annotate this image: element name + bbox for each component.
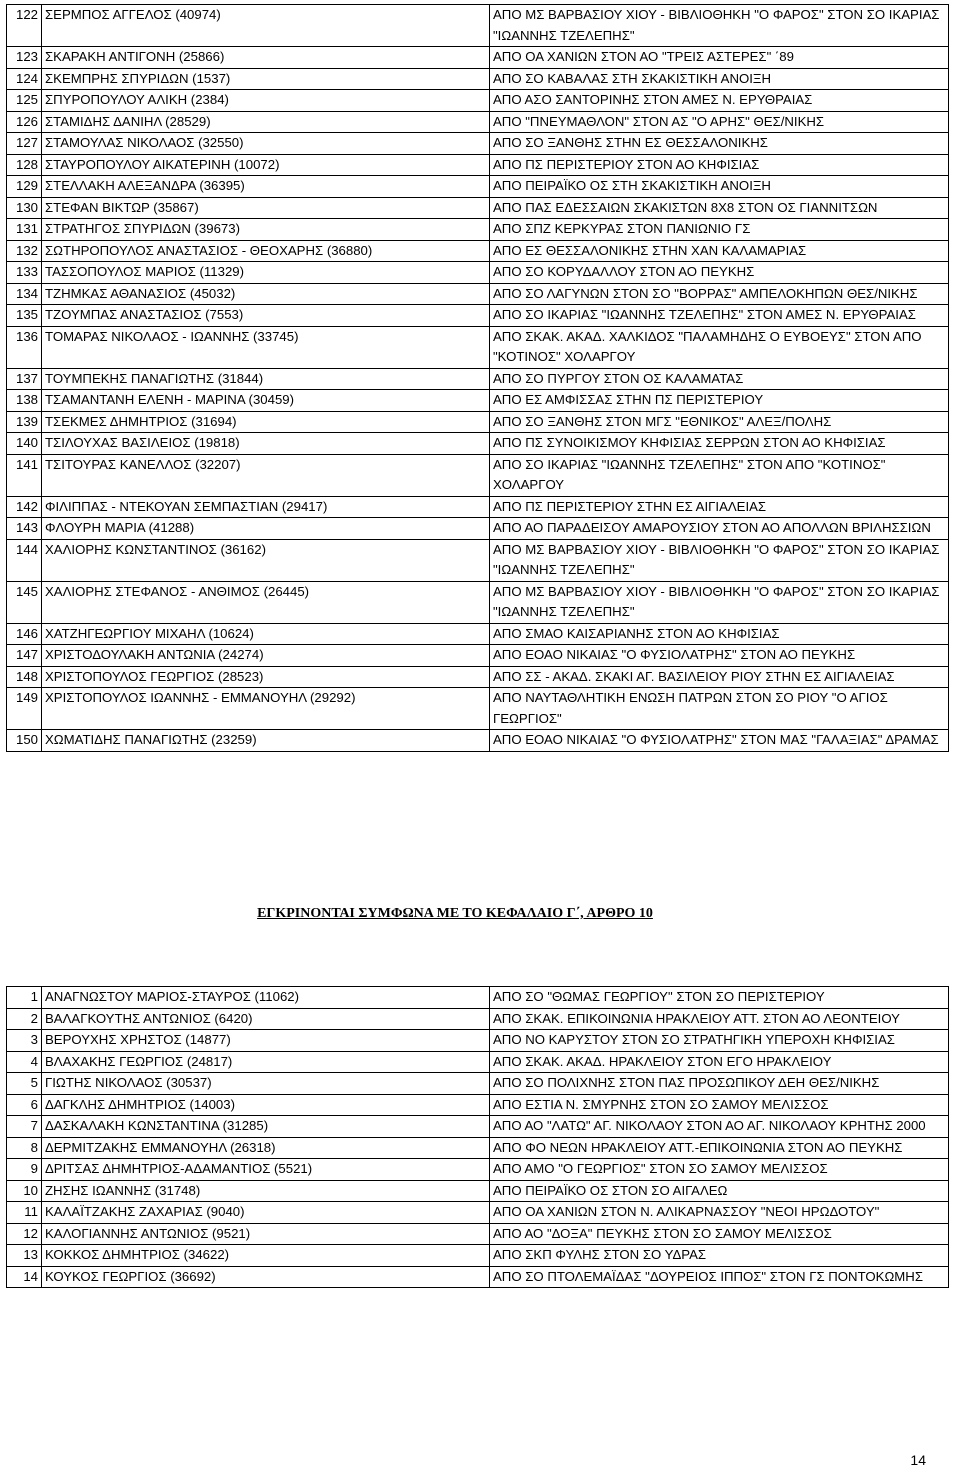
table-row [7,154,949,176]
transfer-description: ΑΠΟ ΑΣΟ ΣΑΝΤΟΡΙΝΗΣ ΣΤΟΝ ΑΜΕΣ Ν. ΕΡΥΘΡΑΙΑΣ [490,90,949,112]
table-row [7,1051,949,1073]
row-number: 6 [7,1094,42,1116]
player-name: ΣΩΤΗΡΟΠΟΥΛΟΣ ΑΝΑΣΤΑΣΙΟΣ - ΘΕΟΧΑΡΗΣ (36880) [42,240,490,262]
transfer-description: ΑΠΟ ΕΣ ΑΜΦΙΣΣΑΣ ΣΤΗΝ ΠΣ ΠΕΡΙΣΤΕΡΙΟΥ [490,390,949,412]
table-row [7,262,949,284]
row-number: 124 [7,68,42,90]
table-row [7,368,949,390]
table-row [7,305,949,327]
row-number: 126 [7,111,42,133]
row-number: 11 [7,1202,42,1224]
row-number: 141 [7,454,42,496]
player-name: ΚΑΛΑΪΤΖΑΚΗΣ ΖΑΧΑΡΙΑΣ (9040) [42,1202,490,1224]
row-number: 148 [7,666,42,688]
page-number: 14 [910,1452,926,1468]
transfer-description: ΑΠΟ ΣΟ ΚΟΡΥΔΑΛΛΟΥ ΣΤΟΝ ΑΟ ΠΕΥΚΗΣ [490,262,949,284]
row-number: 134 [7,283,42,305]
player-name: ΚΟΥΚΟΣ ΓΕΩΡΓΙΟΣ (36692) [42,1266,490,1288]
transfer-description: ΑΠΟ ΣΚΠ ΦΥΛΗΣ ΣΤΟΝ ΣΟ ΥΔΡΑΣ [490,1245,949,1267]
player-name: ΧΡΙΣΤΟΠΟΥΛΟΣ ΓΕΩΡΓΙΟΣ (28523) [42,666,490,688]
player-name: ΒΑΛΑΓΚΟΥΤΗΣ ΑΝΤΩΝΙΟΣ (6420) [42,1008,490,1030]
row-number: 140 [7,433,42,455]
table-row [7,987,949,1009]
row-number: 125 [7,90,42,112]
row-number: 8 [7,1137,42,1159]
transfer-description: ΑΠΟ ΠΣ ΠΕΡΙΣΤΕΡΙΟΥ ΣΤΟΝ ΑΟ ΚΗΦΙΣΙΑΣ [490,154,949,176]
player-name: ΤΖΗΜΚΑΣ ΑΘΑΝΑΣΙΟΣ (45032) [42,283,490,305]
row-number: 127 [7,133,42,155]
transfer-description: ΑΠΟ ΦΟ ΝΕΩΝ ΗΡΑΚΛΕΙΟΥ ΑΤΤ.-ΕΠΙΚΟΙΝΩΝΙΑ ΣΤΟΝ ΑΟ ΠΕΥΚΗΣ [490,1137,949,1159]
transfer-description: ΑΠΟ ΣΚΑΚ. ΕΠΙΚΟΙΝΩΝΙΑ ΗΡΑΚΛΕΙΟΥ ΑΤΤ. ΣΤΟΝ ΑΟ ΛΕΟΝΤΕΙΟΥ [490,1008,949,1030]
transfer-description: ΑΠΟ ΑΜΟ "Ο ΓΕΩΡΓΙΟΣ" ΣΤΟΝ ΣΟ ΣΑΜΟΥ ΜΕΛΙΣΣΟΣ [490,1159,949,1181]
row-number: 147 [7,645,42,667]
transfer-description: ΑΠΟ ΣΟ ΚΑΒΑΛΑΣ ΣΤΗ ΣΚΑΚΙΣΤΙΚΗ ΑΝΟΙΞΗ [490,68,949,90]
row-number: 143 [7,518,42,540]
transfer-description: ΑΠΟ ΣΣ - ΑΚΑΔ. ΣΚΑΚΙ ΑΓ. ΒΑΣΙΛΕΙΟΥ ΡΙΟΥ ΣΤΗΝ ΕΣ ΑΙΓΙΑΛΕΙΑΣ [490,666,949,688]
transfer-description: ΑΠΟ ΣΟ ΠΥΡΓΟΥ ΣΤΟΝ ΟΣ ΚΑΛΑΜΑΤΑΣ [490,368,949,390]
row-number: 129 [7,176,42,198]
table-row [7,1266,949,1288]
table-row [7,1116,949,1138]
transfer-description: ΑΠΟ ΑΟ "ΔΟΞΑ" ΠΕΥΚΗΣ ΣΤΟΝ ΣΟ ΣΑΜΟΥ ΜΕΛΙΣΣΟΣ [490,1223,949,1245]
transfers-table-1 [6,4,949,752]
player-name: ΣΤΡΑΤΗΓΟΣ ΣΠΥΡΙΔΩΝ (39673) [42,219,490,241]
table-row [7,1245,949,1267]
transfer-description: ΑΠΟ ΠΕΙΡΑΪΚΟ ΟΣ ΣΤΗ ΣΚΑΚΙΣΤΙΚΗ ΑΝΟΙΞΗ [490,176,949,198]
player-name: ΦΙΛΙΠΠΑΣ - ΝΤΕΚΟΥΑΝ ΣΕΜΠΑΣΤΙΑΝ (29417) [42,496,490,518]
table-row [7,411,949,433]
player-name: ΧΩΜΑΤΙΔΗΣ ΠΑΝΑΓΙΩΤΗΣ (23259) [42,730,490,752]
player-name: ΒΛΑΧΑΚΗΣ ΓΕΩΡΓΙΟΣ (24817) [42,1051,490,1073]
row-number: 1 [7,987,42,1009]
row-number: 3 [7,1030,42,1052]
transfer-description: ΑΠΟ ΣΜΑΟ ΚΑΙΣΑΡΙΑΝΗΣ ΣΤΟΝ ΑΟ ΚΗΦΙΣΙΑΣ [490,623,949,645]
transfer-description: ΑΠΟ "ΠΝΕΥΜΑΘΛΟΝ" ΣΤΟΝ ΑΣ "Ο ΑΡΗΣ" ΘΕΣ/ΝΙΚΗΣ [490,111,949,133]
row-number: 131 [7,219,42,241]
player-name: ΔΡΙΤΣΑΣ ΔΗΜΗΤΡΙΟΣ-ΑΔΑΜΑΝΤΙΟΣ (5521) [42,1159,490,1181]
table-row [7,283,949,305]
player-name: ΤΣΙΤΟΥΡΑΣ ΚΑΝΕΛΛΟΣ (32207) [42,454,490,496]
player-name: ΣΕΡΜΠΟΣ ΑΓΓΕΛΟΣ (40974) [42,5,490,47]
player-name: ΣΤΑΥΡΟΠΟΥΛΟΥ ΑΙΚΑΤΕΡΙΝΗ (10072) [42,154,490,176]
transfer-description: ΑΠΟ ΕΣ ΘΕΣΣΑΛΟΝΙΚΗΣ ΣΤΗΝ ΧΑΝ ΚΑΛΑΜΑΡΙΑΣ [490,240,949,262]
row-number: 130 [7,197,42,219]
transfers-table-1-body [7,5,949,752]
transfer-description: ΑΠΟ ΠΑΣ ΕΔΕΣΣΑΙΩΝ ΣΚΑΚΙΣΤΩΝ 8Χ8 ΣΤΟΝ ΟΣ ΓΙΑΝΝΙΤΣΩΝ [490,197,949,219]
transfers-table-2-body [7,987,949,1288]
player-name: ΣΠΥΡΟΠΟΥΛΟΥ ΑΛΙΚΗ (2384) [42,90,490,112]
transfer-description: ΑΠΟ ΣΟ ΞΑΝΘΗΣ ΣΤΗΝ ΕΣ ΘΕΣΣΑΛΟΝΙΚΗΣ [490,133,949,155]
table-row [7,90,949,112]
table-row [7,1094,949,1116]
row-number: 14 [7,1266,42,1288]
transfer-description: ΑΠΟ ΣΚΑΚ. ΑΚΑΔ. ΗΡΑΚΛΕΙΟΥ ΣΤΟΝ ΕΓΟ ΗΡΑΚΛΕΙΟΥ [490,1051,949,1073]
row-number: 135 [7,305,42,327]
table-row [7,518,949,540]
table-row [7,5,949,47]
row-number: 123 [7,47,42,69]
table-row [7,1223,949,1245]
transfer-description: ΑΠΟ ΜΣ ΒΑΡΒΑΣΙΟΥ ΧΙΟΥ - ΒΙΒΛΙΟΘΗΚΗ "Ο ΦΑΡΟΣ" ΣΤΟΝ ΣΟ ΙΚΑΡΙΑΣ "ΙΩΑΝΝΗΣ ΤΖΕΛΕΠΗΣ" [490,5,949,47]
table-row [7,623,949,645]
table-row [7,176,949,198]
player-name: ΤΣΕΚΜΕΣ ΔΗΜΗΤΡΙΟΣ (31694) [42,411,490,433]
player-name: ΣΚΕΜΠΡΗΣ ΣΠΥΡΙΔΩΝ (1537) [42,68,490,90]
player-name: ΣΤΕΛΛΑΚΗ ΑΛΕΞΑΝΔΡΑ (36395) [42,176,490,198]
transfer-description: ΑΠΟ ΕΟΑΟ ΝΙΚΑΙΑΣ "Ο ΦΥΣΙΟΛΑΤΡΗΣ" ΣΤΟΝ ΑΟ ΠΕΥΚΗΣ [490,645,949,667]
player-name: ΤΖΟΥΜΠΑΣ ΑΝΑΣΤΑΣΙΟΣ (7553) [42,305,490,327]
player-name: ΧΑΛΙΟΡΗΣ ΣΤΕΦΑΝΟΣ - ΑΝΘΙΜΟΣ (26445) [42,581,490,623]
transfer-description: ΑΠΟ ΟΑ ΧΑΝΙΩΝ ΣΤΟΝ Ν. ΑΛΙΚΑΡΝΑΣΣΟΥ "ΝΕΟΙ ΗΡΩΔΟΤΟΥ" [490,1202,949,1224]
table-row [7,1180,949,1202]
player-name: ΚΟΚΚΟΣ ΔΗΜΗΤΡΙΟΣ (34622) [42,1245,490,1267]
player-name: ΣΚΑΡΑΚΗ ΑΝΤΙΓΟΝΗ (25866) [42,47,490,69]
player-name: ΚΑΛΟΓΙΑΝΝΗΣ ΑΝΤΩΝΙΟΣ (9521) [42,1223,490,1245]
table-row [7,539,949,581]
player-name: ΧΑΤΖΗΓΕΩΡΓΙΟΥ ΜΙΧΑΗΛ (10624) [42,623,490,645]
transfer-description: ΑΠΟ ΣΟ ΙΚΑΡΙΑΣ "ΙΩΑΝΝΗΣ ΤΖΕΛΕΠΗΣ" ΣΤΟΝ ΑΠΟ "ΚΟΤΙΝΟΣ" ΧΟΛΑΡΓΟΥ [490,454,949,496]
transfer-description: ΑΠΟ ΝΟ ΚΑΡΥΣΤΟΥ ΣΤΟΝ ΣΟ ΣΤΡΑΤΗΓΙΚΗ ΥΠΕΡΟΧΗ ΚΗΦΙΣΙΑΣ [490,1030,949,1052]
transfer-description: ΑΠΟ ΑΟ ΠΑΡΑΔΕΙΣΟΥ ΑΜΑΡΟΥΣΙΟΥ ΣΤΟΝ ΑΟ ΑΠΟΛΛΩΝ ΒΡΙΛΗΣΣΙΩΝ [490,518,949,540]
table-row [7,666,949,688]
table-row [7,68,949,90]
row-number: 136 [7,326,42,368]
transfer-description: ΑΠΟ ΟΑ ΧΑΝΙΩΝ ΣΤΟΝ ΑΟ "ΤΡΕΙΣ ΑΣΤΕΡΕΣ" ΄89 [490,47,949,69]
row-number: 122 [7,5,42,47]
player-name: ΤΟΜΑΡΑΣ ΝΙΚΟΛΑΟΣ - ΙΩΑΝΝΗΣ (33745) [42,326,490,368]
player-name: ΣΤΕΦΑΝ ΒΙΚΤΩΡ (35867) [42,197,490,219]
table-row [7,390,949,412]
transfer-description: ΑΠΟ ΣΟ ΞΑΝΘΗΣ ΣΤΟΝ ΜΓΣ "ΕΘΝΙΚΟΣ" ΑΛΕΞ/ΠΟΛΗΣ [490,411,949,433]
table-row [7,454,949,496]
table-row [7,219,949,241]
row-number: 138 [7,390,42,412]
player-name: ΧΑΛΙΟΡΗΣ ΚΩΝΣΤΑΝΤΙΝΟΣ (36162) [42,539,490,581]
transfer-description: ΑΠΟ ΣΟ ΠΟΛΙΧΝΗΣ ΣΤΟΝ ΠΑΣ ΠΡΟΣΩΠΙΚΟΥ ΔΕΗ ΘΕΣ/ΝΙΚΗΣ [490,1073,949,1095]
transfer-description: ΑΠΟ ΣΟ ΙΚΑΡΙΑΣ "ΙΩΑΝΝΗΣ ΤΖΕΛΕΠΗΣ" ΣΤΟΝ ΑΜΕΣ Ν. ΕΡΥΘΡΑΙΑΣ [490,305,949,327]
player-name: ΔΑΣΚΑΛΑΚΗ ΚΩΝΣΤΑΝΤΙΝΑ (31285) [42,1116,490,1138]
player-name: ΧΡΙΣΤΟΔΟΥΛΑΚΗ ΑΝΤΩΝΙΑ (24274) [42,645,490,667]
row-number: 7 [7,1116,42,1138]
transfer-description: ΑΠΟ ΑΟ "ΛΑΤΩ" ΑΓ. ΝΙΚΟΛΑΟΥ ΣΤΟΝ ΑΟ ΑΓ. ΝΙΚΟΛΑΟΥ ΚΡΗΤΗΣ 2000 [490,1116,949,1138]
row-number: 145 [7,581,42,623]
row-number: 10 [7,1180,42,1202]
row-number: 144 [7,539,42,581]
player-name: ΤΑΣΣΟΠΟΥΛΟΣ ΜΑΡΙΟΣ (11329) [42,262,490,284]
player-name: ΓΙΩΤΗΣ ΝΙΚΟΛΑΟΣ (30537) [42,1073,490,1095]
row-number: 5 [7,1073,42,1095]
player-name: ΣΤΑΜΙΔΗΣ ΔΑΝΙΗΛ (28529) [42,111,490,133]
player-name: ΔΑΓΚΛΗΣ ΔΗΜΗΤΡΙΟΣ (14003) [42,1094,490,1116]
table-row [7,1008,949,1030]
transfer-description: ΑΠΟ ΠΣ ΠΕΡΙΣΤΕΡΙΟΥ ΣΤΗΝ ΕΣ ΑΙΓΙΑΛΕΙΑΣ [490,496,949,518]
table-row [7,240,949,262]
player-name: ΔΕΡΜΙΤΖΑΚΗΣ ΕΜΜΑΝΟΥΗΛ (26318) [42,1137,490,1159]
transfer-description: ΑΠΟ ΠΣ ΣΥΝΟΙΚΙΣΜΟΥ ΚΗΦΙΣΙΑΣ ΣΕΡΡΩΝ ΣΤΟΝ ΑΟ ΚΗΦΙΣΙΑΣ [490,433,949,455]
section-heading: ΕΓΚΡΙΝΟΝΤΑΙ ΣΥΜΦΩΝΑ ΜΕ ΤΟ ΚΕΦΑΛΑΙΟ Γ΄, ΑΡΘΡΟ 10 [257,906,653,921]
player-name: ΦΛΟΥΡΗ ΜΑΡΙΑ (41288) [42,518,490,540]
transfer-description: ΑΠΟ ΕΣΤΙΑ Ν. ΣΜΥΡΝΗΣ ΣΤΟΝ ΣΟ ΣΑΜΟΥ ΜΕΛΙΣΣΟΣ [490,1094,949,1116]
row-number: 9 [7,1159,42,1181]
transfer-description: ΑΠΟ ΝΑΥΤΑΘΛΗΤΙΚΗ ΕΝΩΣΗ ΠΑΤΡΩΝ ΣΤΟΝ ΣΟ ΡΙΟΥ "Ο ΑΓΙΟΣ ΓΕΩΡΓΙΟΣ" [490,688,949,730]
table-row [7,1202,949,1224]
player-name: ΤΟΥΜΠΕΚΗΣ ΠΑΝΑΓΙΩΤΗΣ (31844) [42,368,490,390]
table-row [7,645,949,667]
row-number: 13 [7,1245,42,1267]
table-row [7,1073,949,1095]
row-number: 137 [7,368,42,390]
transfer-description: ΑΠΟ ΠΕΙΡΑΪΚΟ ΟΣ ΣΤΟΝ ΣΟ ΑΙΓΑΛΕΩ [490,1180,949,1202]
player-name: ΑΝΑΓΝΩΣΤΟΥ ΜΑΡΙΟΣ-ΣΤΑΥΡΟΣ (11062) [42,987,490,1009]
transfers-table-2 [6,986,949,1288]
table-row [7,688,949,730]
player-name: ΤΣΑΜΑΝΤΑΝΗ ΕΛΕΝΗ - ΜΑΡΙΝΑ (30459) [42,390,490,412]
player-name: ΖΗΣΗΣ ΙΩΑΝΝΗΣ (31748) [42,1180,490,1202]
row-number: 2 [7,1008,42,1030]
table-row [7,1030,949,1052]
row-number: 133 [7,262,42,284]
transfer-description: ΑΠΟ ΣΚΑΚ. ΑΚΑΔ. ΧΑΛΚΙΔΟΣ "ΠΑΛΑΜΗΔΗΣ Ο ΕΥΒΟΕΥΣ" ΣΤΟΝ ΑΠΟ "ΚΟΤΙΝΟΣ" ΧΟΛΑΡΓΟΥ [490,326,949,368]
table-row [7,197,949,219]
table-row [7,47,949,69]
player-name: ΣΤΑΜΟΥΛΑΣ ΝΙΚΟΛΑΟΣ (32550) [42,133,490,155]
transfer-description: ΑΠΟ ΕΟΑΟ ΝΙΚΑΙΑΣ "Ο ΦΥΣΙΟΛΑΤΡΗΣ" ΣΤΟΝ ΜΑΣ "ΓΑΛΑΞΙΑΣ" ΔΡΑΜΑΣ [490,730,949,752]
table-row [7,730,949,752]
transfer-description: ΑΠΟ ΣΟ ΛΑΓΥΝΩΝ ΣΤΟΝ ΣΟ "ΒΟΡΡΑΣ" ΑΜΠΕΛΟΚΗΠΩΝ ΘΕΣ/ΝΙΚΗΣ [490,283,949,305]
player-name: ΧΡΙΣΤΟΠΟΥΛΟΣ ΙΩΑΝΝΗΣ - ΕΜΜΑΝΟΥΗΛ (29292) [42,688,490,730]
player-name: ΒΕΡΟΥΧΗΣ ΧΡΗΣΤΟΣ (14877) [42,1030,490,1052]
table-row [7,581,949,623]
player-name: ΤΣΙΛΟΥΧΑΣ ΒΑΣΙΛΕΙΟΣ (19818) [42,433,490,455]
row-number: 132 [7,240,42,262]
row-number: 12 [7,1223,42,1245]
table-row [7,133,949,155]
row-number: 146 [7,623,42,645]
transfer-description: ΑΠΟ ΣΟ "ΘΩΜΑΣ ΓΕΩΡΓΙΟΥ" ΣΤΟΝ ΣΟ ΠΕΡΙΣΤΕΡΙΟΥ [490,987,949,1009]
row-number: 128 [7,154,42,176]
table-row [7,1137,949,1159]
transfer-description: ΑΠΟ ΜΣ ΒΑΡΒΑΣΙΟΥ ΧΙΟΥ - ΒΙΒΛΙΟΘΗΚΗ "Ο ΦΑΡΟΣ" ΣΤΟΝ ΣΟ ΙΚΑΡΙΑΣ "ΙΩΑΝΝΗΣ ΤΖΕΛΕΠΗΣ" [490,539,949,581]
row-number: 150 [7,730,42,752]
table-row [7,496,949,518]
row-number: 149 [7,688,42,730]
table-row [7,1159,949,1181]
table-row [7,433,949,455]
transfer-description: ΑΠΟ ΣΠΖ ΚΕΡΚΥΡΑΣ ΣΤΟΝ ΠΑΝΙΩΝΙΟ ΓΣ [490,219,949,241]
table-row [7,326,949,368]
row-number: 142 [7,496,42,518]
row-number: 139 [7,411,42,433]
table-row [7,111,949,133]
transfer-description: ΑΠΟ ΜΣ ΒΑΡΒΑΣΙΟΥ ΧΙΟΥ - ΒΙΒΛΙΟΘΗΚΗ "Ο ΦΑΡΟΣ" ΣΤΟΝ ΣΟ ΙΚΑΡΙΑΣ "ΙΩΑΝΝΗΣ ΤΖΕΛΕΠΗΣ" [490,581,949,623]
transfer-description: ΑΠΟ ΣΟ ΠΤΟΛΕΜΑΪΔΑΣ "ΔΟΥΡΕΙΟΣ ΙΠΠΟΣ" ΣΤΟΝ ΓΣ ΠΟΝΤΟΚΩΜΗΣ [490,1266,949,1288]
row-number: 4 [7,1051,42,1073]
